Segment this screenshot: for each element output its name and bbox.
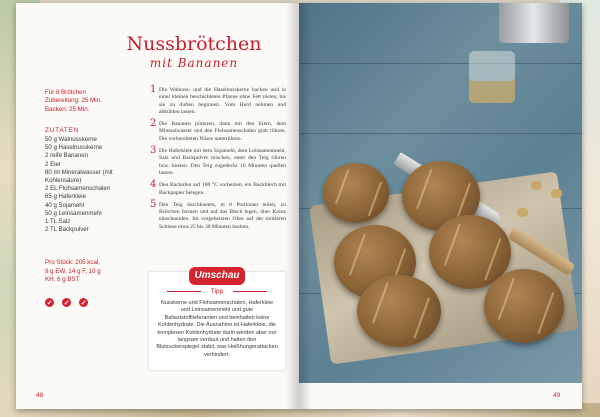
recipe-title: Nussbrötchen (126, 33, 262, 55)
espresso-pot (499, 3, 569, 43)
no-gluten-icon (45, 298, 54, 307)
recipe-steps (150, 84, 286, 236)
tip-divider-right (233, 291, 267, 292)
diet-icons (45, 292, 91, 311)
walnut (517, 208, 528, 217)
umschau-logo: Umschau (189, 267, 245, 285)
page-number-left: 48 (36, 392, 44, 399)
ingredients-heading: ZUTATEN (45, 127, 80, 134)
step (150, 179, 286, 197)
ingredient: 2 TL Backpulver (45, 226, 89, 234)
wood-plank-line (299, 63, 582, 64)
step-number: 4 (150, 179, 157, 191)
meta-line: Backen: 25 Min. (45, 105, 90, 113)
step-text: Die Walnuss- und die Haselnusskerne hacken und in einer kleinen beschichteten Pfanne ohne Fett rösten, bis sie zu duften beginnen. Vom Herd nehmen und abkühlen lassen. (159, 87, 286, 115)
step-number: 1 (150, 84, 157, 95)
step (150, 145, 286, 177)
ingredient: 1 TL Salz (45, 218, 71, 226)
ingredient: 65 g Haferkleie (45, 193, 86, 201)
recipe-photo (299, 3, 582, 383)
nutrition-info: Pro Stück: 205 kcal, 9 g EW, 14 g F, 10 g KH, 6 g BST (45, 259, 101, 284)
step-number: 2 (150, 118, 157, 130)
ingredients-list (45, 136, 137, 234)
recipe-meta (45, 89, 102, 114)
glass-cup (469, 51, 515, 103)
book-gutter (286, 3, 312, 409)
open-book (16, 3, 582, 409)
right-page (299, 3, 582, 409)
ingredient: 50 g Walnusskerne (45, 136, 97, 143)
vegetarian-icon (79, 298, 88, 307)
step-number: 3 (150, 145, 157, 157)
step-text: Den Backofen auf 180 °C vorheizen, ein Backblech mit Backpapier belegen. (159, 182, 286, 196)
page-number-right: 49 (553, 392, 561, 399)
photo-credit (567, 293, 577, 373)
left-page (16, 3, 299, 409)
wood-plank-line (299, 133, 582, 134)
tip-text: Nusskerne und Flohsamenschalen, Haferkleie und Leinsamenmehl und gute Ballaststofflieferanten und beinhalten keine Kohlenhydrate. Die Ausnahme ist Haferkleie, die komplexen Kohlenhydrate darin werden aber nur langsam verdaut und halten den Blutzuckerspiegel stabil, was Heißhungerattacken verhindert. (156, 300, 278, 358)
ingredient: 40 g Sojamehl (45, 201, 84, 209)
ingredient: 50 g Haselnusskerne (45, 144, 103, 152)
ingredient: 50 g Leinsamenmehl (45, 209, 102, 217)
meta-line: Für 8 Brötchen (45, 89, 86, 96)
ingredient: 2 EL Flohsamenschalen (45, 185, 111, 193)
step (150, 198, 286, 231)
ingredient: 80 ml Mineralwasser (mit (45, 168, 113, 176)
bread-roll (484, 269, 564, 343)
ingredient: 2 Eier (45, 160, 61, 168)
meta-line: Zubereitung: 25 Min. (45, 97, 102, 105)
step (150, 118, 286, 143)
no-lactose-icon (62, 298, 71, 307)
walnut (551, 189, 562, 198)
tip-box (149, 272, 285, 370)
ingredient: Kohlensäure) (45, 177, 82, 185)
bread-roll (323, 163, 389, 223)
step (150, 84, 286, 116)
bread-roll (357, 275, 441, 347)
ingredient: 2 reife Bananen (45, 152, 89, 160)
step-text: Die Haferkleie mit dem Sojamehl, dem Leinsamenmehl, Salz und Backpulver mischen, unter den Teig rühren bzw. kneten. Den Teig zugedeckt 10 Minuten quellen lassen. (159, 148, 286, 176)
tip-label: Tipp (210, 288, 224, 295)
step-text: Den Teig durchkneten, in 8 Portionen teilen, zu Brötchen formen und auf das Blech legen, über Kreuz einschneiden. Im vorgeheizten Ofen auf der mittleren Schiene etwa 25 bis 30 Minuten backen. (159, 201, 286, 230)
step-text: Die Bananen pürieren, dann mit den Eiern, dem Mineralwasser und den Flohsamenschalen glatt rühren. Die vorbereiteten Nüsse unterrühren. (159, 121, 286, 142)
step-number: 5 (150, 198, 157, 210)
walnut (531, 181, 542, 190)
recipe-subtitle: mit Bananen (149, 56, 239, 70)
